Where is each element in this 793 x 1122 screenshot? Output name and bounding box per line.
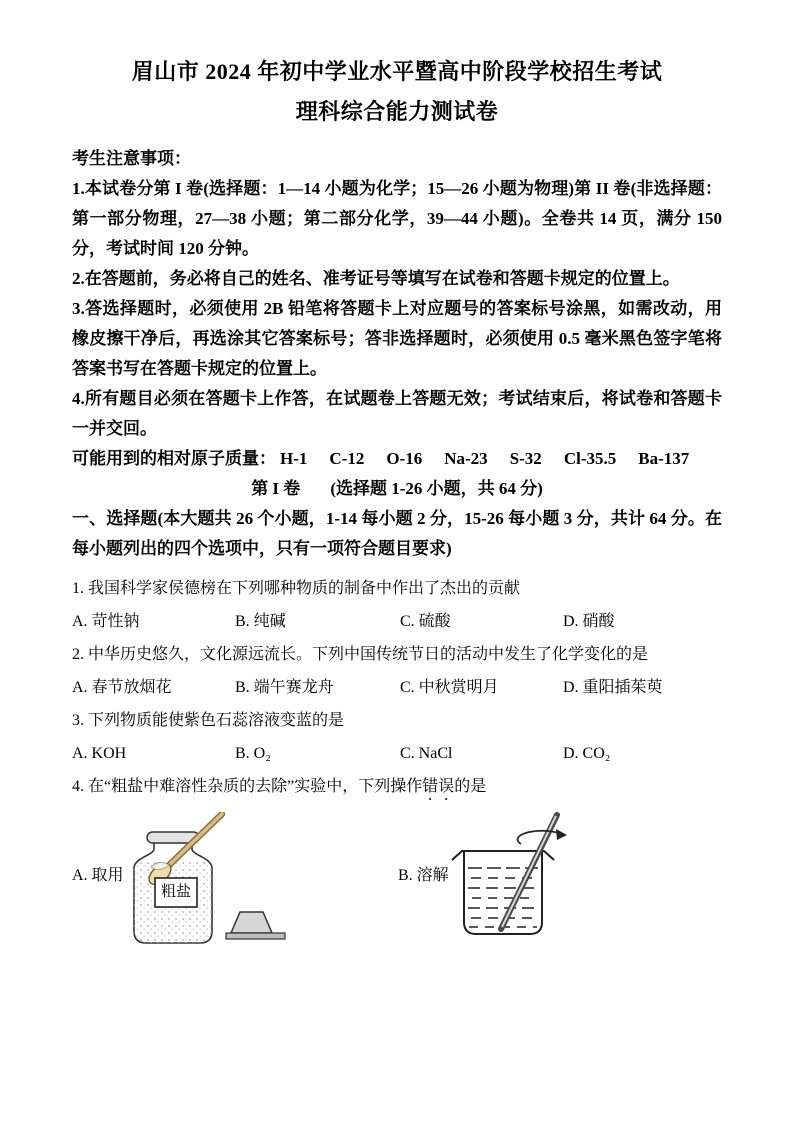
atomic-mass-value: Cl-35.5 xyxy=(563,449,617,468)
volume-note: (选择题 1-26 小题，共 64 分) xyxy=(330,479,543,498)
option-d: D. CO₂ xyxy=(563,745,611,762)
figure-b-beaker xyxy=(444,810,594,955)
option-a: A. 苛性钠 xyxy=(72,613,140,630)
notice-item-2: 2.在答题前，务必将自己的姓名、准考证号等填写在试卷和答题卡规定的位置上。 xyxy=(72,269,680,288)
page-content xyxy=(72,56,722,960)
question-2 xyxy=(72,638,722,704)
volume-title: 第 I 卷 xyxy=(251,479,301,498)
atomic-mass-label: 可能用到的相对原子质量： xyxy=(72,449,276,468)
atomic-mass-value: H-1 xyxy=(280,449,308,468)
question-1 xyxy=(72,572,722,638)
atomic-mass-line xyxy=(72,444,722,474)
volume-heading xyxy=(72,474,722,504)
atomic-mass-value: O-16 xyxy=(386,449,423,468)
atomic-mass-value: Ba-137 xyxy=(638,449,690,468)
notice-item-1: 1.本试卷分第 I 卷(选择题：1—14 小题为化学；15—26 小题为物理)第 II 卷(非选择题：第一部分物理，27—38 小题；第二部分化学，39—44 小题)。全卷共 14 页，满分 150 分，考试时间 120 分钟。 xyxy=(72,179,722,258)
stopper-icon xyxy=(226,912,285,939)
notice-item-4: 4.所有题目必须在答题卡上作答，在试题卷上答题无效；考试结束后，将试卷和答题卡一并交回。 xyxy=(72,389,722,438)
option-a: A. 春节放烟花 xyxy=(72,679,172,696)
question-2-options xyxy=(72,671,722,704)
option-c: C. 硫酸 xyxy=(400,613,451,630)
question-4 xyxy=(72,770,722,804)
atomic-mass-values xyxy=(280,444,689,474)
question-1-stem: 1. 我国科学家侯德榜在下列哪种物质的制备中作出了杰出的贡献 xyxy=(72,580,521,597)
reagent-bottle-figure xyxy=(118,812,288,952)
option-b: B. O₂ xyxy=(235,745,271,762)
option-b: B. 端午赛龙舟 xyxy=(235,679,334,696)
atomic-mass-value: C-12 xyxy=(329,449,365,468)
section-instruction: 一、选择题(本大题共 26 个小题，1-14 每小题 2 分，15-26 每小题 3 分，共计 64 分。在每小题列出的四个选项中，只有一项符合题目要求) xyxy=(72,509,722,558)
question-3-stem: 3. 下列物质能使紫色石蕊溶液变蓝的是 xyxy=(72,712,345,729)
question-3-options xyxy=(72,737,722,770)
atomic-mass-value: Na-23 xyxy=(444,449,488,468)
notice-item-3: 3.答选择题时，必须使用 2B 铅笔将答题卡上对应题号的答案标号涂黑，如需改动，用橡皮擦干净后，再选涂其它答案标号；答非选择题时，必须使用 0.5 毫米黑色签字笔将答案书写在答题卡规定的位置上。 xyxy=(72,299,722,378)
bottle-label-text: 粗盐 xyxy=(160,884,191,900)
figure-b-caption: B. 溶解 xyxy=(398,867,449,884)
option-d: D. 硝酸 xyxy=(563,613,615,630)
exam-title: 眉山市 2024 年初中学业水平暨高中阶段学校招生考试 xyxy=(131,59,663,84)
figure-a-caption: A. 取用 xyxy=(72,867,124,884)
question-4-figures xyxy=(72,810,722,960)
question-3 xyxy=(72,704,722,770)
figure-a-reagent-bottle xyxy=(118,812,288,952)
question-4-stem: 4. 在“粗盐中难溶性杂质的去除”实验中，下列操作错误的是 xyxy=(72,778,487,795)
atomic-mass-value: S-32 xyxy=(509,449,542,468)
question-1-options xyxy=(72,605,722,638)
emphasized-word: 错误 xyxy=(422,778,455,795)
option-c: C. NaCl xyxy=(400,745,453,762)
question-2-stem: 2. 中华历史悠久，文化源远流长。下列中国传统节日的活动中发生了化学变化的是 xyxy=(72,646,649,663)
beaker-figure xyxy=(444,810,594,955)
option-b: B. 纯碱 xyxy=(235,613,286,630)
option-d: D. 重阳插茱萸 xyxy=(563,679,663,696)
exam-subtitle: 理科综合能力测试卷 xyxy=(295,99,499,124)
notice-heading: 考生注意事项： xyxy=(72,149,191,168)
option-a: A. KOH xyxy=(72,745,127,762)
option-c: C. 中秋赏明月 xyxy=(400,679,499,696)
